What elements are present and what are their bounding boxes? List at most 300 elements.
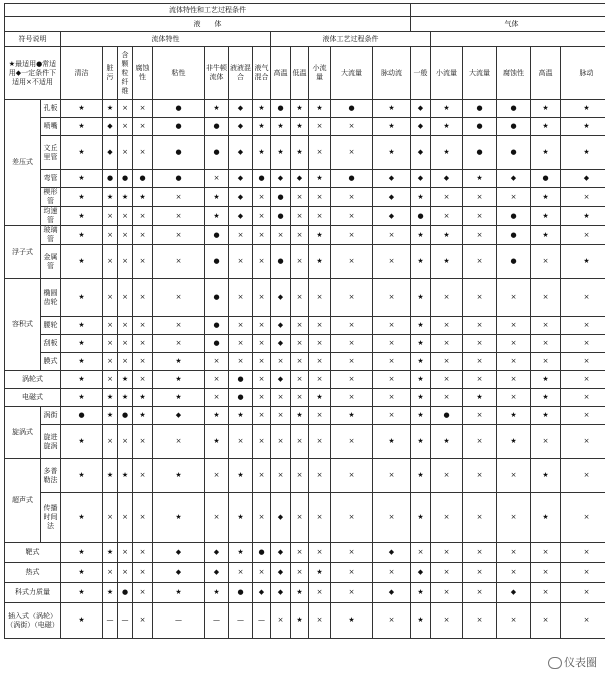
rating-cell: × [271,407,291,425]
table-row [5,543,605,563]
rating-cell: × [291,207,309,226]
rating-cell: ★ [561,100,605,118]
rating-cell: × [373,407,411,425]
rating-cell: ★ [61,170,103,188]
rating-cell: ◆ [271,583,291,603]
rating-cell: ◆ [373,583,411,603]
rating-cell: ★ [253,100,271,118]
subheader-17: 高温 [531,47,561,100]
rating-cell: ★ [497,425,531,459]
rating-cell: ◆ [153,543,205,563]
rating-cell: ★ [431,226,463,245]
rating-cell: × [463,371,497,389]
rating-cell: × [153,245,205,279]
rating-cell: × [133,543,153,563]
rating-cell: ◆ [229,136,253,170]
rating-cell: × [118,353,133,371]
rating-cell: ◆ [373,188,411,207]
rating-cell: ★ [373,118,411,136]
watermark-text: 仪表圈 [564,656,597,669]
rating-cell: ★ [411,493,431,543]
row-label: 金属管 [41,245,61,279]
rating-cell: ★ [103,188,118,207]
row-label: 玻璃管 [41,226,61,245]
rating-cell: ★ [118,459,133,493]
rating-cell: × [561,279,605,317]
rating-cell: × [229,245,253,279]
rating-cell: ● [103,170,118,188]
rating-cell: × [253,425,271,459]
rating-cell: × [103,317,118,335]
rating-cell: ★ [531,493,561,543]
table-row [5,100,605,118]
rating-cell: × [373,389,411,407]
rating-cell: × [561,425,605,459]
rating-cell: ◆ [411,118,431,136]
rating-cell: × [153,188,205,207]
rating-cell: × [331,353,373,371]
rating-cell: × [103,563,118,583]
rating-cell: ◆ [291,170,309,188]
rating-cell: ★ [205,425,229,459]
rating-cell: — [118,603,133,639]
rating-cell: ★ [153,371,205,389]
rating-cell: — [205,603,229,639]
rating-cell: ★ [153,493,205,543]
rating-cell: ★ [205,207,229,226]
rating-cell: ◆ [103,136,118,170]
rating-cell: × [309,407,331,425]
rating-cell: × [431,207,463,226]
subheader-8: 高温 [271,47,291,100]
rating-cell: ● [118,407,133,425]
row-label: 涡街 [41,407,61,425]
rating-cell: ● [205,335,229,353]
rating-cell: × [291,245,309,279]
rating-cell: × [431,389,463,407]
rating-cell: × [561,493,605,543]
rating-cell: × [373,563,411,583]
rating-cell: × [431,371,463,389]
watermark [548,654,597,670]
rating-cell: × [291,317,309,335]
row-label: 楔形管 [41,188,61,207]
rating-cell: ◆ [229,207,253,226]
rating-cell: ◆ [153,407,205,425]
rating-cell: ◆ [229,118,253,136]
rating-cell: × [463,335,497,353]
rating-cell: × [561,371,605,389]
rating-cell: ● [463,118,497,136]
rating-cell: ★ [103,583,118,603]
rating-cell: × [431,543,463,563]
rating-cell: × [531,335,561,353]
rating-cell: × [229,226,253,245]
rating-cell: ★ [531,389,561,407]
rating-cell: × [118,100,133,118]
rating-cell: — [153,603,205,639]
rating-cell: ◆ [411,100,431,118]
rating-cell: × [431,317,463,335]
rating-cell: × [463,563,497,583]
rating-cell: ● [331,100,373,118]
rating-cell: ● [463,100,497,118]
rating-cell: ● [205,136,229,170]
row-label: 文丘里管 [41,136,61,170]
rating-cell: × [463,603,497,639]
rating-cell: × [331,389,373,407]
process-conditions-header: 液体工艺过程条件 [271,32,431,47]
rating-cell: ★ [205,583,229,603]
rating-cell: × [331,207,373,226]
rating-cell: × [153,425,205,459]
rating-cell: × [331,226,373,245]
rating-cell: ★ [531,226,561,245]
rating-cell: × [118,136,133,170]
gas-header: 气体 [411,17,605,32]
subheader-18: 脉动 [561,47,605,100]
rating-cell: × [331,583,373,603]
rating-cell: × [271,603,291,639]
rating-cell: × [463,459,497,493]
rating-cell: ◆ [271,563,291,583]
rating-cell: ◆ [271,317,291,335]
rating-cell: ★ [373,425,411,459]
rating-cell: ★ [411,317,431,335]
rating-cell: ★ [561,118,605,136]
rating-cell: × [497,493,531,543]
rating-cell: × [118,245,133,279]
rating-cell: ◆ [271,335,291,353]
table-row [5,371,605,389]
subheader-11: 大流量 [331,47,373,100]
rating-cell: × [331,279,373,317]
rating-cell: × [497,353,531,371]
rating-cell: × [133,207,153,226]
rating-cell: ◆ [271,371,291,389]
rating-cell: ★ [291,583,309,603]
rating-cell: ◆ [103,118,118,136]
rating-cell: ★ [309,100,331,118]
rating-cell: ★ [291,100,309,118]
rating-cell: × [309,136,331,170]
rating-cell: × [373,459,411,493]
fluid-characteristics-header: 流体特性 [61,32,271,47]
rating-cell: ◆ [253,583,271,603]
rating-cell: × [331,563,373,583]
rating-cell: ★ [411,583,431,603]
rating-cell: ● [61,407,103,425]
row-label: 腰轮 [41,317,61,335]
rating-cell: × [331,188,373,207]
rating-cell: × [431,583,463,603]
rating-cell: ★ [61,317,103,335]
table-row [5,226,605,245]
rating-cell: × [133,335,153,353]
rating-cell: ◆ [373,170,411,188]
rating-cell: ★ [411,335,431,353]
rating-cell: ★ [153,459,205,493]
rating-cell: × [331,543,373,563]
rating-cell: ● [497,100,531,118]
rating-cell: × [229,335,253,353]
rating-cell: × [309,279,331,317]
rating-cell: × [271,459,291,493]
rating-cell: × [531,603,561,639]
rating-cell: × [561,335,605,353]
rating-cell: × [561,583,605,603]
rating-cell: ★ [431,118,463,136]
rating-cell: ★ [253,118,271,136]
rating-cell: ◆ [271,543,291,563]
rating-cell: — [229,603,253,639]
rating-cell: × [331,136,373,170]
rating-cell: × [561,353,605,371]
row-label: 喷嘴 [41,118,61,136]
rating-cell: ★ [61,543,103,563]
row-label: 多普勒法 [41,459,61,493]
subheader-7: 液气混合 [253,47,271,100]
rating-cell: × [561,563,605,583]
subheader-1: 脏污 [103,47,118,100]
row-label: 孔板 [41,100,61,118]
rating-cell: × [153,226,205,245]
rating-cell: × [463,583,497,603]
rating-cell: × [133,226,153,245]
rating-cell: ★ [133,188,153,207]
wechat-icon [548,657,562,669]
subheader-5: 非牛顿流体 [205,47,229,100]
rating-cell: ★ [229,493,253,543]
table-row [5,136,605,170]
rating-cell: ★ [561,245,605,279]
rating-cell: × [291,493,309,543]
rating-cell: × [331,335,373,353]
rating-cell: × [133,279,153,317]
rating-cell: × [153,335,205,353]
subheader-2: 含颗粒纤维 [118,47,133,100]
row-label: 靶式 [5,543,61,563]
rating-cell: × [463,425,497,459]
rating-cell: × [531,583,561,603]
rating-cell: ★ [153,583,205,603]
rating-cell: × [463,493,497,543]
rating-cell: × [103,245,118,279]
rating-cell: × [205,459,229,493]
rating-cell: ★ [531,207,561,226]
row-label: 传播时间法 [41,493,61,543]
table-row [5,170,605,188]
rating-cell: ◆ [411,563,431,583]
rating-cell: × [431,335,463,353]
rating-cell: × [531,425,561,459]
row-label: 涡轮式 [5,371,61,389]
rating-cell: ★ [309,563,331,583]
rating-cell: × [253,317,271,335]
rating-cell: ★ [271,136,291,170]
rating-cell: × [309,317,331,335]
rating-cell: ★ [118,188,133,207]
rating-cell: × [118,279,133,317]
rating-cell: ● [271,245,291,279]
rating-cell: ★ [61,188,103,207]
rating-cell: × [253,188,271,207]
rating-cell: × [309,543,331,563]
row-label: 均速管 [41,207,61,226]
rating-cell: × [205,389,229,407]
rating-cell: ★ [229,543,253,563]
row-label: 旋进旋涡 [41,425,61,459]
rating-cell: × [309,603,331,639]
rating-cell: × [253,493,271,543]
row-label: 电磁式 [5,389,61,407]
rating-cell: × [133,118,153,136]
rating-cell: ★ [61,371,103,389]
rating-cell: × [463,279,497,317]
rating-cell: ★ [411,407,431,425]
rating-cell: × [253,245,271,279]
rating-cell: × [497,563,531,583]
rating-cell: ★ [153,389,205,407]
rating-cell: × [463,407,497,425]
rating-cell: × [531,279,561,317]
rating-cell: ◆ [411,170,431,188]
rating-cell: ◆ [229,188,253,207]
rating-cell: × [133,136,153,170]
rating-cell: × [309,493,331,543]
rating-cell: ◆ [229,100,253,118]
rating-cell: × [497,188,531,207]
rating-cell: ◆ [497,583,531,603]
rating-cell: × [431,459,463,493]
rating-cell: ★ [411,389,431,407]
subheader-3: 腐蚀性 [133,47,153,100]
rating-cell: × [531,353,561,371]
subheader-10: 小流量 [309,47,331,100]
rating-cell: ★ [373,100,411,118]
rating-cell: × [373,353,411,371]
rating-cell: × [561,226,605,245]
rating-cell: ● [271,100,291,118]
rating-cell: × [561,188,605,207]
table-row [5,335,605,353]
table-row [5,459,605,493]
rating-cell: ★ [229,407,253,425]
rating-cell: ● [253,170,271,188]
rating-cell: ★ [531,459,561,493]
category-label: 浮子式 [5,226,41,279]
rating-cell: × [133,563,153,583]
rating-cell: ◆ [373,207,411,226]
table-row [5,245,605,279]
rating-cell: ★ [229,459,253,493]
rating-cell: × [291,226,309,245]
rating-cell: ● [153,170,205,188]
rating-cell: ● [497,226,531,245]
subheader-4: 粘性 [153,47,205,100]
table-title: 流体特性和工艺过程条件 [5,4,411,17]
rating-cell: ◆ [205,563,229,583]
rating-cell: × [373,279,411,317]
rating-cell: ★ [61,583,103,603]
rating-cell: × [309,459,331,493]
rating-cell: ★ [331,603,373,639]
subheader-15: 大流量 [463,47,497,100]
table-row [5,563,605,583]
rating-cell: ● [153,136,205,170]
rating-cell: ★ [61,245,103,279]
rating-cell: ● [497,207,531,226]
rating-cell: ★ [103,100,118,118]
subheader-0: 清洁 [61,47,103,100]
rating-cell: ● [411,207,431,226]
rating-cell: ● [331,170,373,188]
rating-cell: ★ [531,188,561,207]
rating-cell: ● [229,371,253,389]
rating-cell: × [118,563,133,583]
rating-cell: ★ [61,207,103,226]
rating-cell: ◆ [271,493,291,543]
rating-cell: × [103,371,118,389]
rating-cell: × [431,188,463,207]
rating-cell: ★ [61,563,103,583]
rating-cell: × [118,335,133,353]
table-row [5,425,605,459]
rating-cell: × [431,279,463,317]
rating-cell: × [103,207,118,226]
table-row [5,493,605,543]
rating-cell: × [133,603,153,639]
rating-cell: × [271,425,291,459]
rating-cell: ★ [61,493,103,543]
rating-cell: ★ [309,226,331,245]
rating-cell: × [253,459,271,493]
table-row [5,603,605,639]
rating-cell: × [497,317,531,335]
rating-cell: ★ [411,188,431,207]
rating-cell: ★ [411,279,431,317]
rating-cell: × [497,603,531,639]
rating-cell: ◆ [229,170,253,188]
rating-cell: × [373,317,411,335]
rating-cell: ★ [103,389,118,407]
rating-cell: × [309,353,331,371]
rating-cell: × [271,226,291,245]
rating-cell: ★ [431,425,463,459]
rating-cell: ★ [61,118,103,136]
rating-cell: ★ [61,226,103,245]
legend-text: ★最适用●常适用◆一定条件下适用×不适用 [5,47,61,100]
rating-cell: ● [497,245,531,279]
table-row [5,188,605,207]
rating-cell: × [253,563,271,583]
table-row [5,353,605,371]
row-label: 热式 [5,563,61,583]
rating-cell: ★ [61,279,103,317]
rating-cell: ● [229,389,253,407]
rating-cell: ★ [531,100,561,118]
flowmeter-selection-table [4,3,605,639]
rating-cell: × [497,279,531,317]
rating-cell: × [497,371,531,389]
subheader-6: 液液混合 [229,47,253,100]
rating-cell: × [331,245,373,279]
legend-column-header: 符号说明 [5,32,61,47]
rating-cell: × [531,543,561,563]
rating-cell: × [253,207,271,226]
rating-cell: × [133,317,153,335]
rating-cell: × [411,543,431,563]
